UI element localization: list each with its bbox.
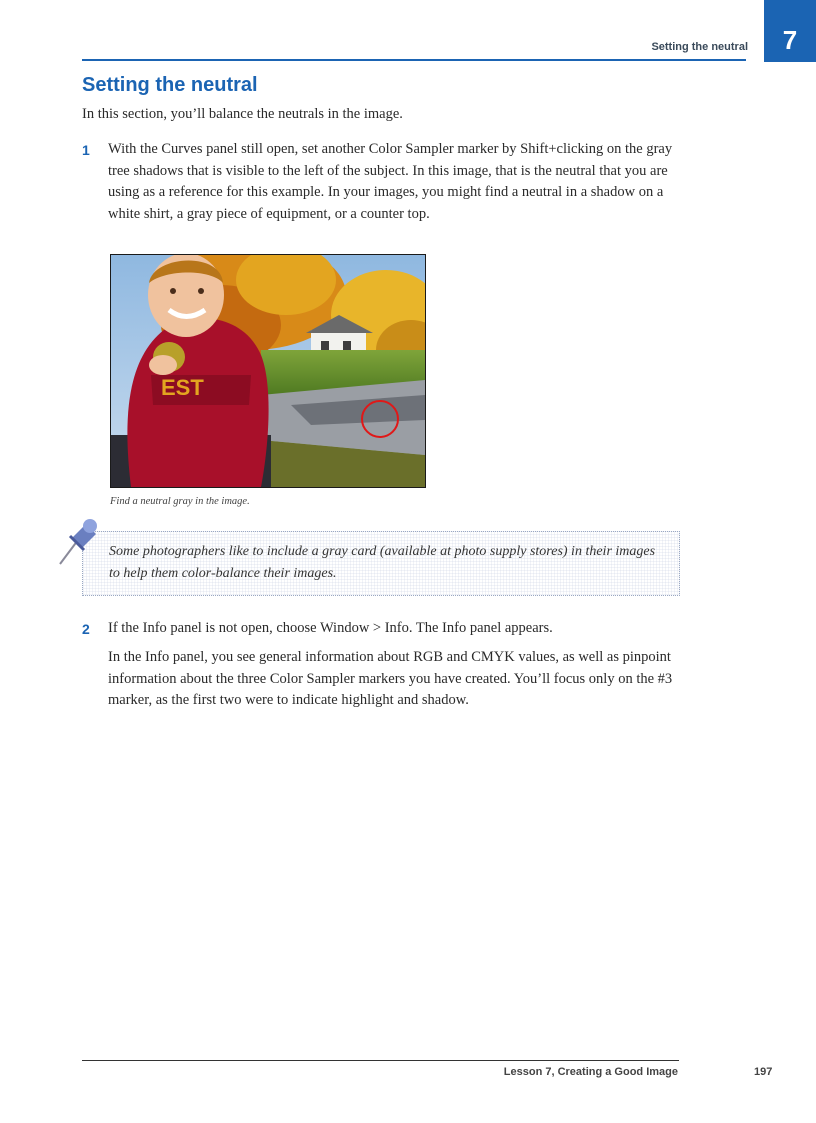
section-heading: Setting the neutral bbox=[82, 74, 258, 96]
running-title: Setting the neutral bbox=[651, 41, 748, 53]
step-text: With the Curves panel still open, set another Color Sampler marker by Shift+clicking on the gray tree shadows that is visible to the left of the subject. In this image, that is the neutral that you are using as a reference for this example. In your images, you might find a neutral in a shadow on a white shirt, a gray piece of equipment, or a counter top. bbox=[108, 141, 673, 222]
step-text: If the Info panel is not open, choose Window > Info. The Info panel appears. bbox=[108, 620, 553, 636]
boy-autumn-photo bbox=[111, 255, 425, 487]
photo-figure bbox=[110, 254, 426, 488]
step-followup-text: In the Info panel, you see general information about RGB and CMYK values, as well as pinpoint information about the three Color Sampler markers you have created. You’ll focus only on the #3 marker, as the first two were to indicate highlight and shadow. bbox=[108, 649, 673, 708]
footer-rule bbox=[82, 1060, 679, 1061]
tip-text: Some photographers like to include a gray card (available at photo supply stores) in their images to help them color-balance their images. bbox=[109, 544, 656, 581]
pushpin-icon bbox=[56, 516, 100, 566]
header-rule bbox=[82, 59, 746, 61]
intro-paragraph: In this section, you’ll balance the neutrals in the image. bbox=[82, 106, 403, 122]
chapter-tab: 7 bbox=[764, 0, 816, 62]
step-number: 2 bbox=[82, 621, 90, 637]
svg-text:EST: EST bbox=[161, 375, 204, 400]
footer-lesson-title: Lesson 7, Creating a Good Image bbox=[503, 1066, 678, 1078]
step-number: 1 bbox=[82, 142, 90, 158]
page-number: 197 bbox=[754, 1066, 773, 1078]
figure-caption: Find a neutral gray in the image. bbox=[110, 496, 250, 507]
tip-box bbox=[82, 531, 680, 596]
